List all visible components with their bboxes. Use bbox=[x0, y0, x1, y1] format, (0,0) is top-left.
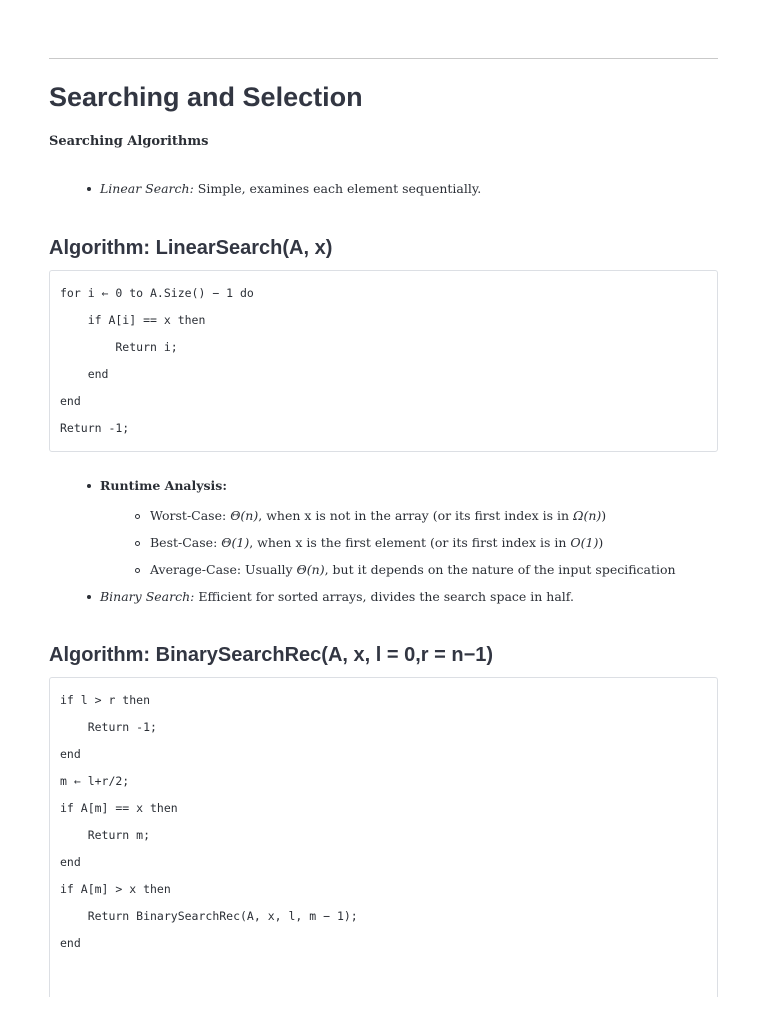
code-line: if A[i] == x then bbox=[60, 313, 206, 327]
list-item-binary-search bbox=[100, 588, 574, 606]
runtime-text: , when x is not in the array (or its first index is in bbox=[258, 508, 574, 523]
algorithm-title-linear: Algorithm: LinearSearch(A, x) bbox=[49, 237, 333, 259]
runtime-item-average bbox=[150, 561, 676, 579]
runtime-item-worst bbox=[150, 507, 606, 525]
code-line: Return m; bbox=[60, 828, 151, 842]
code-line: m ← l+r/2; bbox=[60, 774, 130, 788]
code-line: if l > r then bbox=[60, 693, 151, 707]
runtime-text: , when x is the first element (or its first index is in bbox=[249, 535, 571, 550]
runtime-analysis-label: Runtime Analysis: bbox=[100, 478, 227, 493]
top-divider bbox=[49, 58, 718, 59]
bullet-disc-icon bbox=[87, 484, 91, 488]
desc-binary-search: Efficient for sorted arrays, divides the search space in half. bbox=[194, 589, 574, 604]
code-line: Return -1; bbox=[60, 421, 130, 435]
term-linear-search: Linear Search: bbox=[100, 181, 194, 196]
runtime-text: Average-Case: Usually bbox=[150, 562, 297, 577]
code-line: for i ← 0 to A.Size() − 1 do bbox=[60, 286, 254, 300]
runtime-text: , but it depends on the nature of the input specification bbox=[324, 562, 676, 577]
bullet-circle-icon bbox=[135, 514, 140, 519]
bullet-disc-icon bbox=[87, 595, 91, 599]
bullet-circle-icon bbox=[135, 541, 140, 546]
algorithm-title-binary: Algorithm: BinarySearchRec(A, x, l = 0,r = n−1) bbox=[49, 644, 494, 666]
page-title: Searching and Selection bbox=[49, 82, 363, 112]
runtime-text: ) bbox=[598, 535, 604, 550]
bullet-circle-icon bbox=[135, 568, 140, 573]
math-expression: Θ(n) bbox=[296, 562, 325, 577]
code-block-linear bbox=[49, 270, 718, 452]
term-binary-search: Binary Search: bbox=[100, 589, 195, 604]
code-line: Return i; bbox=[60, 340, 178, 354]
code-line: end bbox=[60, 367, 109, 381]
runtime-item-best bbox=[150, 534, 603, 552]
runtime-text: Best-Case: bbox=[150, 535, 222, 550]
math-expression: Θ(1) bbox=[221, 535, 250, 550]
code-line: end bbox=[60, 936, 81, 950]
math-expression: O(1) bbox=[570, 535, 599, 550]
code-line: if A[m] == x then bbox=[60, 801, 178, 815]
runtime-text: Worst-Case: bbox=[150, 508, 231, 523]
code-line: end bbox=[60, 747, 81, 761]
code-line: end bbox=[60, 394, 81, 408]
code-line: Return BinarySearchRec(A, x, l, m − 1); bbox=[60, 909, 358, 923]
desc-linear-search: Simple, examines each element sequentially. bbox=[193, 181, 482, 196]
list-item-linear-search bbox=[100, 180, 481, 198]
bullet-disc-icon bbox=[87, 187, 91, 191]
code-block-binary bbox=[49, 677, 718, 997]
code-line: Return -1; bbox=[60, 720, 157, 734]
code-line: end bbox=[60, 855, 81, 869]
math-expression: Θ(n) bbox=[230, 508, 259, 523]
math-expression: Ω(n) bbox=[573, 508, 602, 523]
code-line: if A[m] > x then bbox=[60, 882, 171, 896]
section-subheading: Searching Algorithms bbox=[49, 134, 209, 149]
runtime-text: ) bbox=[601, 508, 607, 523]
